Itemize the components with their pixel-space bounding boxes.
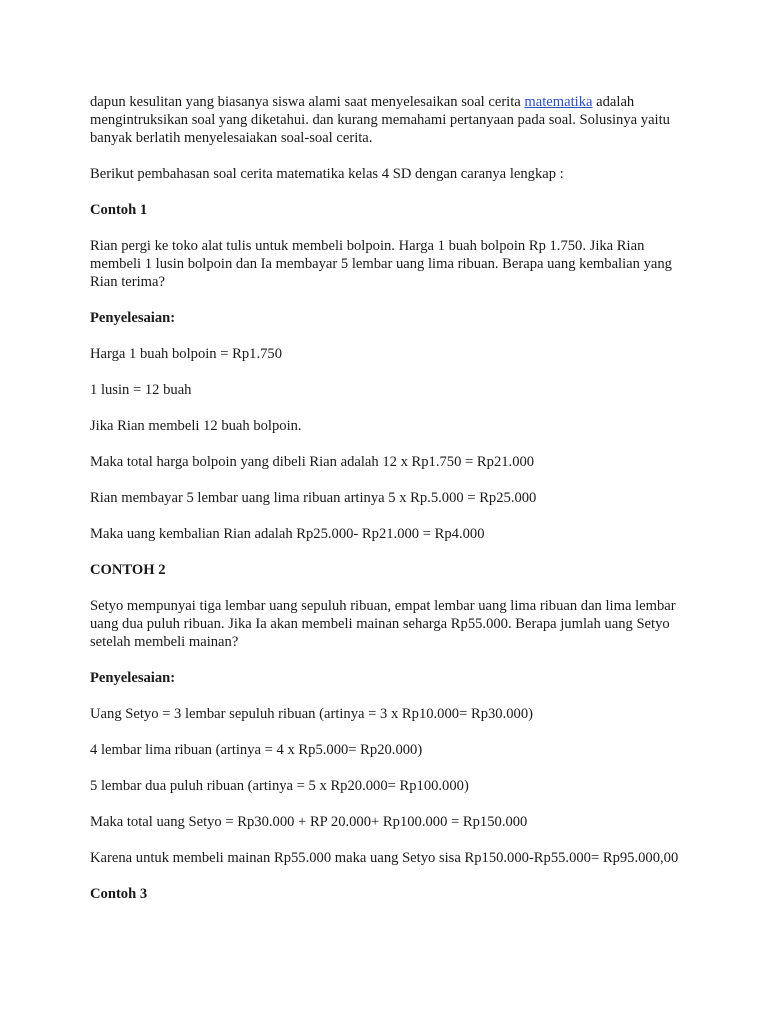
example-2-step: Maka total uang Setyo = Rp30.000 + RP 20.000+ Rp100.000 = Rp150.000 [90, 814, 528, 830]
example-2-step: Karena untuk membeli mainan Rp55.000 maka uang Setyo sisa Rp150.000-Rp55.000= Rp95.000,00 [90, 850, 679, 866]
document-body [90, 93, 680, 921]
example-2-question: Setyo mempunyai tiga lembar uang sepuluh ribuan, empat lembar uang lima ribuan dan lima lembar uang dua puluh ribuan. Jika Ia akan membeli mainan seharga Rp55.000. Berapa jumlah uang Setyo setelah membeli mainan? [90, 598, 676, 650]
example-1-solution-heading: Penyelesaian: [90, 310, 176, 326]
example-2-step: 4 lembar lima ribuan (artinya = 4 x Rp5.000= Rp20.000) [90, 742, 423, 758]
example-2-heading: CONTOH 2 [90, 562, 166, 578]
example-2-step: 5 lembar dua puluh ribuan (artinya = 5 x Rp20.000= Rp100.000) [90, 778, 469, 794]
example-1-step: Jika Rian membeli 12 buah bolpoin. [90, 418, 302, 434]
example-1-step: Maka uang kembalian Rian adalah Rp25.000- Rp21.000 = Rp4.000 [90, 526, 485, 542]
example-1-heading: Contoh 1 [90, 202, 148, 218]
matematika-link[interactable]: matematika [524, 94, 593, 110]
intro-text-before-link: dapun kesulitan yang biasanya siswa alami saat menyelesaikan soal cerita [90, 94, 525, 110]
example-2-solution-heading: Penyelesaian: [90, 670, 176, 686]
lead-paragraph: Berikut pembahasan soal cerita matematika kelas 4 SD dengan caranya lengkap : [90, 166, 564, 182]
example-1-step: Harga 1 buah bolpoin = Rp1.750 [90, 346, 282, 362]
example-1-step: Maka total harga bolpoin yang dibeli Rian adalah 12 x Rp1.750 = Rp21.000 [90, 454, 535, 470]
example-1-step: 1 lusin = 12 buah [90, 382, 192, 398]
example-3-heading: Contoh 3 [90, 886, 148, 902]
intro-paragraph [90, 93, 680, 147]
example-1-step: Rian membayar 5 lembar uang lima ribuan artinya 5 x Rp.5.000 = Rp25.000 [90, 490, 537, 506]
intro-text-after-link: adalah mengintruksikan soal yang diketahui. dan kurang memahami pertanyaan pada soal. Solusinya yaitu banyak berlatih menyelesaiakan soal-soal cerita. [90, 94, 670, 146]
example-2-step: Uang Setyo = 3 lembar sepuluh ribuan (artinya = 3 x Rp10.000= Rp30.000) [90, 706, 533, 722]
example-1-question: Rian pergi ke toko alat tulis untuk membeli bolpoin. Harga 1 buah bolpoin Rp 1.750. Jika Rian membeli 1 lusin bolpoin dan Ia membayar 5 lembar uang lima ribuan. Berapa uang kembalian yang Rian terima? [90, 238, 672, 290]
